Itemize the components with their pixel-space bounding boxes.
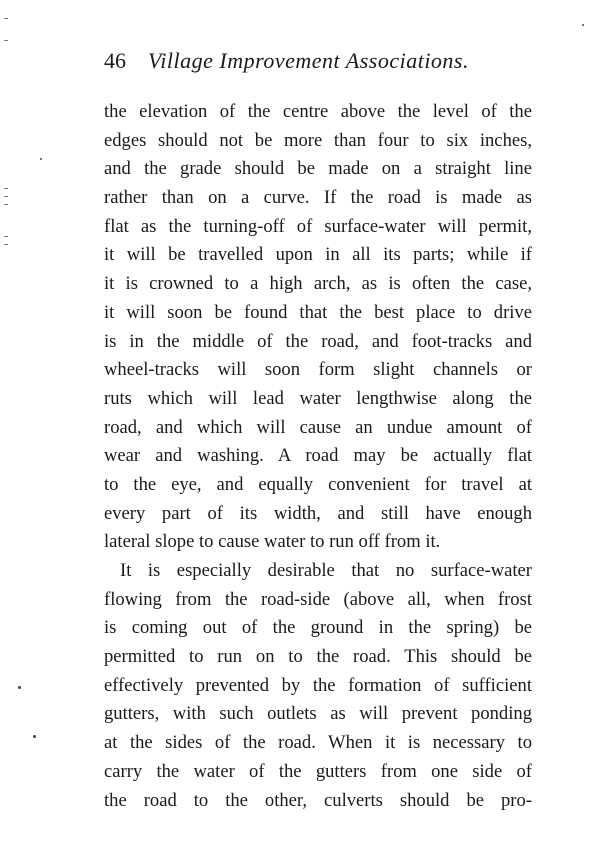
text-line: gutters, with such outlets as will prevent ponding bbox=[104, 703, 532, 725]
text-line: rather than on a curve. If the road is made as bbox=[104, 187, 532, 209]
text-line: road, and which will cause an undue amount of bbox=[104, 416, 532, 438]
text-line: wear and washing. A road may be actually flat bbox=[104, 445, 532, 467]
text-line: the elevation of the centre above the level of the bbox=[104, 101, 532, 122]
paragraph-first-line: It is especially desirable that no surface-water bbox=[120, 560, 532, 581]
text-line: every part of its width, and still have enough bbox=[104, 502, 532, 524]
text-line: is in the middle of the road, and foot-tracks and bbox=[104, 330, 532, 352]
body-text bbox=[104, 98, 532, 815]
scan-speck bbox=[18, 686, 21, 689]
running-title: Village Improvement Associations. bbox=[148, 48, 469, 73]
text-line: effectively prevented by the formation of sufficient bbox=[104, 674, 532, 696]
scan-mark bbox=[4, 18, 8, 19]
scan-mark bbox=[4, 40, 8, 41]
text-line: and the grade should be made on a straight line bbox=[104, 158, 532, 180]
text-line: it is crowned to a high arch, as is often the case, bbox=[104, 273, 532, 295]
scan-mark bbox=[4, 244, 8, 245]
scan-speck bbox=[40, 158, 42, 160]
scan-speck bbox=[582, 24, 584, 26]
text-line: lateral slope to cause water to run off from it. bbox=[104, 531, 441, 553]
text-line: to the eye, and equally convenient for travel at bbox=[104, 473, 532, 495]
text-line: is coming out of the ground in the spring) be bbox=[104, 617, 532, 639]
page-number: 46 bbox=[104, 48, 126, 73]
text-line: carry the water of the gutters from one side of bbox=[104, 760, 532, 782]
scan-mark bbox=[4, 196, 8, 197]
scan-speck bbox=[33, 735, 36, 738]
text-line: permitted to run on to the road. This should be bbox=[104, 646, 532, 668]
text-line: ruts which will lead water lengthwise along the bbox=[104, 387, 532, 409]
text-line: the road to the other, culverts should be pro- bbox=[104, 789, 532, 811]
text-line: it will soon be found that the best place to drive bbox=[104, 301, 532, 323]
text-line: wheel-tracks will soon form slight channels or bbox=[104, 359, 532, 381]
scan-mark bbox=[4, 188, 8, 189]
text-line: flowing from the road-side (above all, when frost bbox=[104, 588, 532, 610]
scan-mark bbox=[4, 236, 8, 237]
text-line: flat as the turning-off of surface-water will permit, bbox=[104, 215, 532, 237]
page-header bbox=[104, 48, 524, 84]
scan-mark bbox=[4, 204, 8, 205]
text-line: edges should not be more than four to six inches, bbox=[104, 129, 532, 151]
text-line: it will be travelled upon in all its parts; while if bbox=[104, 244, 532, 266]
text-line: at the sides of the road. When it is necessary to bbox=[104, 732, 532, 754]
